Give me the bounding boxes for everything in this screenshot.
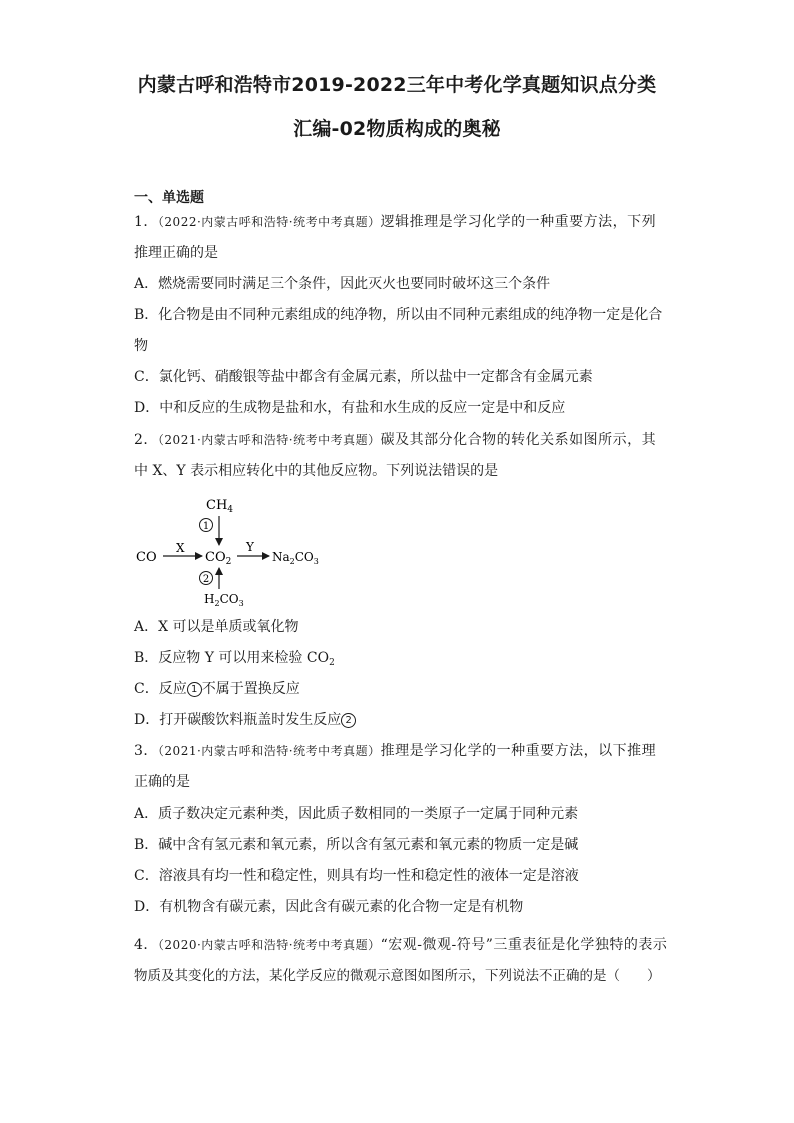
question-2-option-d: D．打开碳酸饮料瓶盖时发生反应 2 bbox=[134, 710, 662, 730]
question-number: 4． bbox=[134, 937, 158, 953]
question-number: 1． bbox=[134, 214, 158, 230]
question-1-option-b-cont: 物 bbox=[134, 338, 148, 354]
question-3-option-c: C．溶液具有均一性和稳定性，则具有均一性和稳定性的液体一定是溶液 bbox=[134, 868, 579, 884]
question-3-option-b: B．碱中含有氢元素和氧元素，所以含有氢元素和氧元素的物质一定是碱 bbox=[134, 837, 579, 853]
reaction-1-ref: 1 bbox=[187, 682, 202, 697]
question-2-stem bbox=[134, 430, 662, 450]
question-1-stem bbox=[134, 212, 662, 232]
reactant-y-label: Y bbox=[246, 540, 254, 554]
question-1-option-d: D．中和反应的生成物是盐和水，有盐和水生成的反应一定是中和反应 bbox=[134, 400, 566, 416]
question-source: （2021·内蒙古呼和浩特·统考中考真题） bbox=[157, 744, 381, 758]
document-title-line1: 内蒙古呼和浩特市2019-2022三年中考化学真题知识点分类 bbox=[137, 74, 657, 96]
question-text: 碳及其部分化合物的转化关系如图所示，其 bbox=[380, 432, 657, 448]
question-3-stem bbox=[134, 741, 662, 761]
question-4-stem bbox=[134, 935, 668, 955]
co2-formula: $CO_2$ bbox=[205, 550, 232, 567]
reactant-x-label: X bbox=[176, 541, 185, 555]
carbon-conversion-diagram bbox=[130, 492, 350, 610]
question-2-option-b: B．反应物 Y 可以用来检验 $CO_2$ bbox=[134, 650, 335, 668]
question-4-stem-cont: 物质及其变化的方法，某化学反应的微观示意图如图所示，下列说法不正确的是（ ） bbox=[134, 968, 661, 984]
h2co3-formula: $H_2CO_3$ bbox=[204, 592, 244, 608]
question-source: （2021·内蒙古呼和浩特·统考中考真题） bbox=[157, 433, 381, 447]
question-text: 推理是学习化学的一种重要方法，以下推理 bbox=[380, 743, 657, 759]
section-heading: 一、单选题 bbox=[134, 190, 204, 206]
question-number: 3． bbox=[134, 743, 158, 759]
question-1-option-b: B．化合物是由不同种元素组成的纯净物，所以由不同种元素组成的纯净物一定是化合 bbox=[134, 307, 663, 323]
document-title-line2: 汇编-02物质构成的奥秘 bbox=[293, 118, 501, 140]
question-source: （2020·内蒙古呼和浩特·统考中考真题） bbox=[157, 938, 381, 952]
question-2-option-a: A．X 可以是单质或氧化物 bbox=[134, 619, 299, 635]
co-formula: CO bbox=[136, 550, 157, 565]
question-2-stem-cont: 中 X、Y 表示相应转化中的其他反应物。下列说法错误的是 bbox=[134, 463, 499, 479]
question-1-option-a: A．燃烧需要同时满足三个条件，因此灭火也要同时破坏这三个条件 bbox=[134, 276, 551, 292]
question-2-option-c: C．反应 1 不属于置换反应 bbox=[134, 681, 300, 697]
question-1-option-c: C．氯化钙、硝酸银等盐中都含有金属元素，所以盐中一定都含有金属元素 bbox=[134, 369, 593, 385]
question-text: 逻辑推理是学习化学的一种重要方法，下列 bbox=[380, 214, 657, 230]
reaction-1-number: 1 bbox=[202, 521, 210, 532]
question-3-option-d: D．有机物含有碳元素，因此含有碳元素的化合物一定是有机物 bbox=[134, 899, 524, 915]
na2co3-formula: $Na_2CO_3$ bbox=[272, 550, 319, 566]
question-text: “宏观-微观-符号”三重表征是化学独特的表示 bbox=[380, 937, 668, 953]
question-number: 2． bbox=[134, 432, 158, 448]
question-3-option-a: A．质子数决定元素种类，因此质子数相同的一类原子一定属于同种元素 bbox=[134, 806, 579, 822]
reaction-2-number: 2 bbox=[202, 574, 210, 585]
ch4-formula: $CH_4$ bbox=[206, 498, 234, 515]
question-3-stem-cont: 正确的是 bbox=[134, 774, 190, 790]
reaction-2-ref: 2 bbox=[341, 713, 356, 728]
question-source: （2022·内蒙古呼和浩特·统考中考真题） bbox=[157, 215, 381, 229]
question-1-stem-cont: 推理正确的是 bbox=[134, 245, 218, 261]
